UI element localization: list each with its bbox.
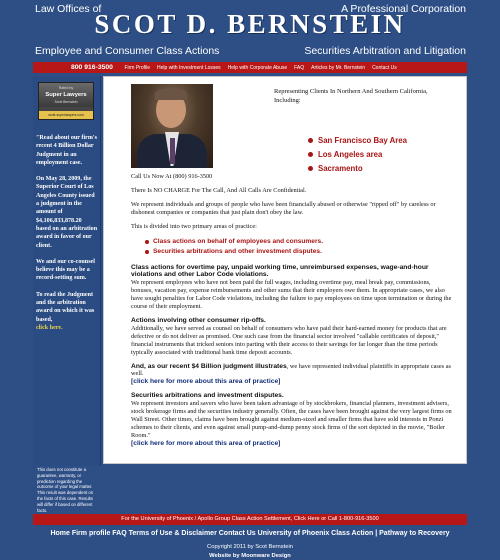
footer-nav[interactable]: Home Firm profile FAQ Terms of Use & Disclaimer Contact Us University of Phoenix Class Action | Pathway to Recovery bbox=[50, 530, 450, 537]
body-text bbox=[131, 173, 453, 454]
badge-rated-by: Rated by bbox=[58, 86, 74, 90]
top-nav-bar bbox=[33, 62, 467, 73]
call-us-line: Call Us Now At (800) 916-3500 bbox=[131, 173, 213, 180]
practice-areas-list bbox=[145, 237, 453, 257]
city-item: Sacramento bbox=[308, 162, 407, 176]
photo-tie bbox=[170, 138, 175, 164]
header-tagline-left: Employee and Consumer Class Actions bbox=[35, 45, 220, 57]
header-corporation: A Professional Corporation bbox=[341, 3, 466, 15]
sidebar-paragraph bbox=[36, 291, 98, 332]
super-lawyers-badge[interactable] bbox=[38, 82, 94, 120]
copyright: Copyright 2011 by Scot Bernstein bbox=[207, 544, 293, 550]
city-item: San Francisco Bay Area bbox=[308, 134, 407, 148]
nav-articles[interactable]: Articles by Mr. Bernstein bbox=[311, 64, 366, 71]
nav-phone-number: 800 916-3500 bbox=[71, 64, 113, 71]
nav-investment-losses[interactable]: Help with Investment Losses bbox=[157, 64, 221, 71]
securities-text: We represent investors and savers who have been taken advantage of by stockbrokers, financial planners, investment advisers, stock brokerage firms and the securities industry generally. Often, the cases have been brought against the very largest firms on Wall Street. Other times, claims have been brought against medium-sized and smaller firms that have sold interests in Ponzi schemes to their clients, and even against small pump-and-dump penny stock firms of the sort depicted in the movie, "Boiler Room." bbox=[131, 400, 452, 439]
class-actions-text: We represent employees who have not been paid the full wages, including overtime pay, meal break pay, commissions, bonuses, vacation pay, expense reimbursements and other sums that their employers owe them. In appropriate cases, we also have sought penalties for Labor Code violations, including the failure to pay employees on time upon termination or during the course of their employment. bbox=[131, 279, 452, 311]
service-area-intro: Representing Clients In Northern And Southern California, Including: bbox=[274, 88, 428, 104]
city-item: Los Angeles area bbox=[308, 148, 407, 162]
class-actions-section bbox=[131, 264, 453, 311]
attorney-photo bbox=[131, 84, 213, 168]
sidebar-click-here-link[interactable]: click here. bbox=[36, 324, 63, 331]
site-header bbox=[0, 0, 500, 60]
practice-area-item: Securities arbitrations and other investment disputes. bbox=[145, 247, 453, 257]
securities-section bbox=[131, 392, 453, 447]
sidebar-judgment-text bbox=[36, 134, 98, 340]
badge-title: Super Lawyers bbox=[45, 92, 87, 98]
consumer-text: Additionally, we have served as counsel on behalf of consumers who have paid their hard-earned money for products that are defective or do not deliver as promised. One such case from the financial sector involved "callable certificates of deposit," financial instruments that tricked seniors into parting with their access to their savings for far longer than the time periods typically associated with traditional bank time deposit accounts. bbox=[131, 324, 447, 356]
sidebar-read-judgment: To read the Judgment and the arbitration award on which it was based, bbox=[36, 291, 95, 323]
header-tagline-right: Securities Arbitration and Litigation bbox=[304, 45, 466, 57]
no-charge-line: There Is NO CHARGE For The Call, And All Calls Are Confidential. bbox=[131, 186, 307, 194]
consumer-heading: Actions involving other consumer rip-offs. bbox=[131, 316, 266, 324]
nav-faq[interactable]: FAQ bbox=[294, 64, 305, 71]
judgment-heading: And, as our recent $4 Billion judgment illustrates bbox=[131, 362, 287, 370]
consumer-section bbox=[131, 317, 453, 357]
class-actions-heading: Class actions for overtime pay, unpaid working time, unreimbursed expenses, wage-and-hour violations and other Labor Code violations. bbox=[131, 263, 429, 279]
click-more-link-2[interactable]: [click here for more about this area of practice] bbox=[131, 439, 281, 447]
badge-url: scott-superlawyers.com bbox=[39, 111, 93, 119]
website-credit[interactable]: Website by Moonware Design bbox=[209, 553, 291, 559]
judgment-section bbox=[131, 363, 453, 387]
nav-corporate-abuse[interactable]: Help with Corporate Abuse bbox=[227, 64, 288, 71]
site-title[interactable]: SCOT D. BERNSTEIN bbox=[94, 9, 406, 39]
sidebar-paragraph: On May 28, 2009, the Superior Court of Los Angeles County issued a judgment in the amount of $4,106,833,878.20 based on an arbitration award in favor of our client. bbox=[36, 176, 98, 249]
main-content bbox=[103, 76, 467, 464]
judgment-text: , we have represented individual plaintiffs in appropriate cases as well. bbox=[131, 362, 451, 378]
sidebar-paragraph: We and our co-counsel believe this may be a record-setting sum. bbox=[36, 258, 95, 282]
nav-firm-profile[interactable]: Firm Profile bbox=[124, 64, 151, 71]
practice-areas-lead: This is divided into two primary areas of practice: bbox=[131, 222, 257, 230]
click-more-link-1[interactable]: [click here for more about this area of practice] bbox=[131, 378, 281, 386]
city-list bbox=[308, 134, 407, 176]
sidebar-paragraph: "Read about our firm's recent 4 Billion Dollar Judgment in an employment case. bbox=[36, 135, 97, 166]
left-sidebar bbox=[33, 76, 101, 513]
phoenix-settlement-banner[interactable]: For the University of Phoenix / Apollo Group Class Action Settlement, Click Here or Call 1-800-916-3500 bbox=[33, 514, 467, 525]
intro-paragraph: We represent individuals and groups of people who have been financially abused or otherwise "ripped off" by careless or dishonest companies or companies that just plain don't obey the law. bbox=[131, 200, 436, 216]
securities-heading: Securities arbitrations and investment disputes. bbox=[131, 392, 284, 400]
practice-area-item: Class actions on behalf of employees and consumers. bbox=[145, 237, 453, 247]
header-law-offices: Law Offices of bbox=[35, 3, 102, 15]
badge-lawyer-name: Scott Bernstein bbox=[54, 100, 78, 104]
sidebar-disclaimer: This does not constitute a guarantee, warranty, or prediction regarding the outcome of your legal matter. This result was dependent on the facts of this case. Results will differ if based on different facts. bbox=[37, 467, 94, 513]
photo-hair bbox=[155, 88, 187, 100]
nav-contact-us[interactable]: Contact Us bbox=[372, 64, 397, 71]
